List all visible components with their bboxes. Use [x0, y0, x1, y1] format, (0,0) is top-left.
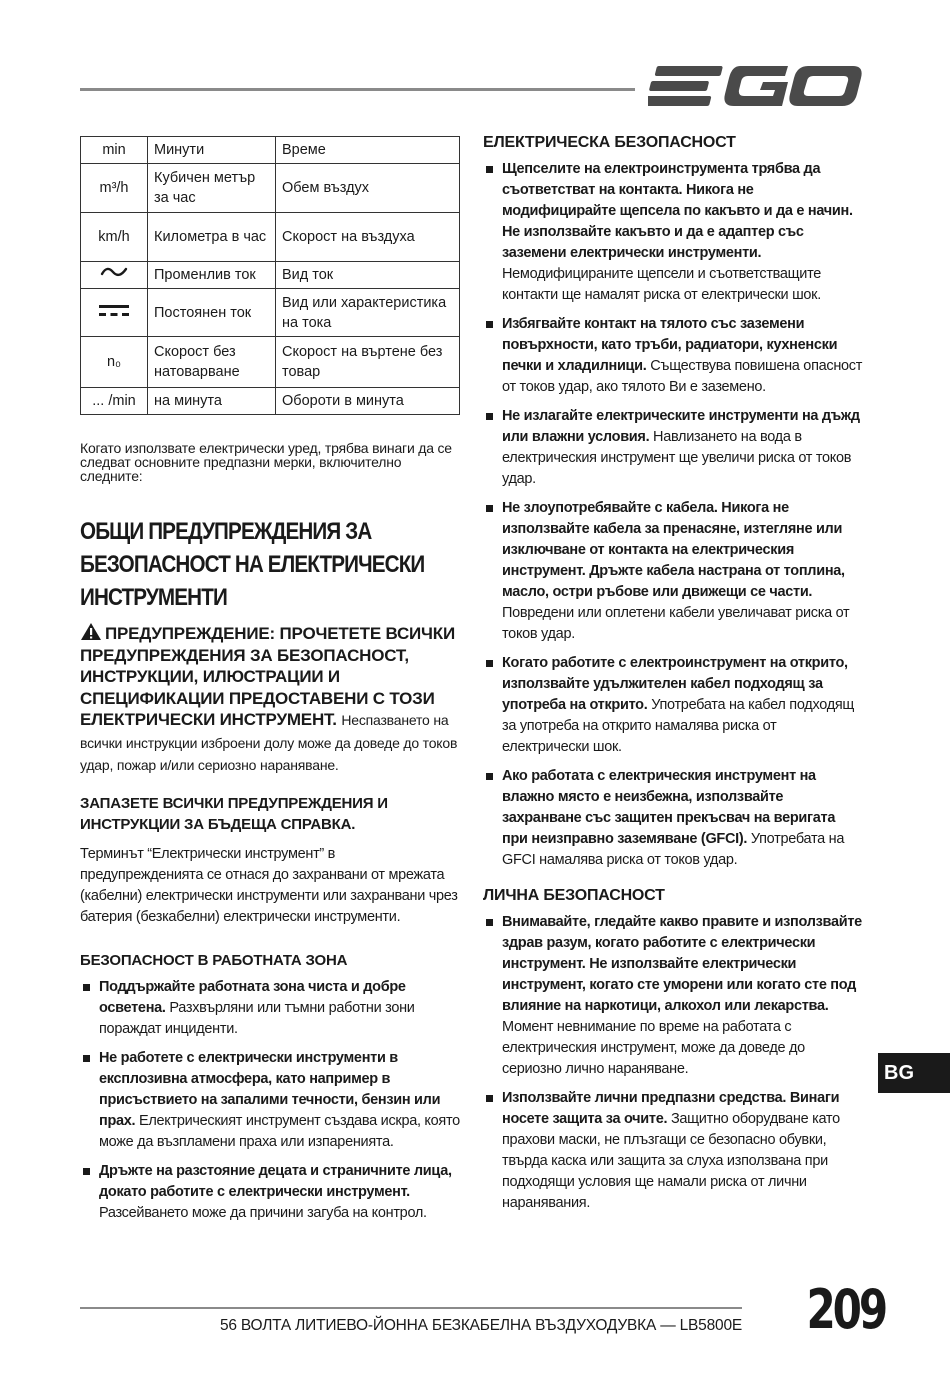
unit-symbol: m³/h [81, 164, 148, 213]
bullet-square-icon [83, 984, 90, 991]
unit-meaning: Вид или характеристика на тока [276, 289, 460, 337]
bullet-square-icon [486, 505, 493, 512]
bullet-square-icon [83, 1168, 90, 1175]
electrical-safety-list [483, 159, 863, 871]
footer-rule [80, 1307, 742, 1309]
list-item: Използвайте лични предпазни средства. Винаги носете защита за очите. Защитно оборудване като прахови маски, не плъзгащи се безопасно обувки, твърда каска или защита за слуха използвана при подходящи условия ще намали риска от лични наранявания. [483, 1088, 863, 1214]
bullet-square-icon [486, 321, 493, 328]
warning-text: Неспазването на всички инструкции изброени долу може да доведе до токов удар, пожар и/или сериозно нараняване. [80, 712, 458, 773]
intro-text: Когато използвате електрически уред, трябва винаги да се следват основните предпазни мерки, включително следните: [80, 440, 452, 484]
unit-symbol [81, 262, 148, 289]
list-item: Не злоупотребявайте с кабела. Никога не използвайте кабела за пренасяне, изтегляне или изключване от контакта на електрическия инструмент. Дръжте кабела настрана от топлина, масло, остри ръбове или движещи се части. Повредени или оплетени кабели увеличават риска от токов удар. [483, 498, 863, 645]
table-row [81, 262, 460, 289]
unit-name: на минута [148, 388, 276, 415]
list-item: Поддържайте работната зона чиста и добре осветена. Разхвърляни или тъмни работни зони пораждат инциденти. [80, 977, 460, 1040]
language-tab: BG [878, 1053, 950, 1093]
footer-title: 56 ВОЛТА ЛИТИЕВО-ЙОННА БЕЗКАБЕЛНА ВЪЗДУХОДУВКА — LB5800E [219, 1317, 742, 1334]
warning-triangle-icon [80, 622, 102, 641]
term-definition-text: Терминът “Електрически инструмент” в предупрежденията се отнася до захранвани от мрежата (кабелни) електрически инструменти или захранвани чрез батерия (безкабелни) електрически инструменти. [80, 845, 458, 925]
unit-symbol: km/h [81, 213, 148, 262]
unit-meaning: Скорост на въртене без товар [276, 337, 460, 388]
table-row [81, 164, 460, 213]
unit-name: Километра в час [148, 213, 276, 262]
ego-logo [648, 62, 863, 112]
unit-meaning: Скорост на въздуха [276, 213, 460, 262]
bullet-square-icon [486, 773, 493, 780]
alternating-current-icon [100, 265, 128, 279]
list-item: Щепселите на електроинструмента трябва да съответстват на контакта. Никога не модифицирайте щепсела по какъвто и да е начин. Не използвайте какъвто и да е адаптер със заземени електрически инструменти. Немодифицираните щепсели и съответстващите контакти ще намалят риска от електрически шок. [483, 159, 863, 306]
electrical-safety-heading: ЕЛЕКТРИЧЕСКА БЕЗОПАСНОСТ [483, 134, 736, 151]
section-title: ОБЩИ ПРЕДУПРЕЖДЕНИЯ ЗА БЕЗОПАСНОСТ НА ЕЛЕКТРИЧЕСКИ ИНСТРУМЕНТИ [80, 518, 425, 611]
table-row [81, 213, 460, 262]
list-item: Дръжте на разстояние децата и страничните лица, докато работите с електрически инструмент. Разсейването може да причини загуба на контрол. [80, 1161, 460, 1224]
units-table [80, 136, 460, 415]
unit-symbol: min [81, 137, 148, 164]
warning-bold-text: ПРЕДУПРЕЖДЕНИЕ: ПРОЧЕТЕТЕ ВСИЧКИ ПРЕДУПРЕЖДЕНИЯ ЗА БЕЗОПАСНОСТ, ИНСТРУКЦИИ, ИЛЮСТРАЦИИ И СПЕЦИФИКАЦИИ ПРЕДОСТАВЕНИ С ТОЗИ ЕЛЕКТРИЧЕСКИ ИНСТРУМЕНТ. [80, 624, 455, 729]
table-row [81, 289, 460, 337]
header-rule [80, 88, 635, 91]
unit-name: Постоянен ток [148, 289, 276, 337]
save-instructions-heading: ЗАПАЗЕТЕ ВСИЧКИ ПРЕДУПРЕЖДЕНИЯ И ИНСТРУКЦИИ ЗА БЪДЕЩА СПРАВКА. [80, 794, 388, 833]
list-item: Не излагайте електрическите инструменти на дъжд или влажни условия. Навлизането на вода в електрическия инструмент ще увеличи риска от токов удар. [483, 406, 863, 490]
table-row [81, 137, 460, 164]
work-area-heading: БЕЗОПАСНОСТ В РАБОТНАТА ЗОНА [80, 951, 348, 969]
list-item: Ако работата с електрическия инструмент на влажно място е неизбежна, използвайте захранване със защитен прекъсвач на веригата при неизправно заземяване (GFCI). Употребата на GFCI намалява риска от токов удар. [483, 766, 863, 871]
unit-name: Променлив ток [148, 262, 276, 289]
ego-logo-graphic [648, 62, 863, 112]
unit-name: Минути [148, 137, 276, 164]
list-item: Не работете с електрически инструменти в експлозивна атмосфера, като например в присъствието на запалими течности, бензин или прах. Електрическият инструмент създава искра, която може да възпламени праха или изпаренията. [80, 1048, 460, 1153]
table-row [81, 388, 460, 415]
table-row [81, 337, 460, 388]
list-item: Когато работите с електроинструмент на открито, използвайте удължителен кабел подходящ за употреба на открито. Употребата на кабел подходящ за употреба на открито намалява риска от електрически шок. [483, 653, 863, 758]
personal-safety-list [483, 912, 863, 1214]
list-item: Избягвайте контакт на тялото със заземени повърхности, като тръби, радиатори, кухненски печки и хладилници. Съществува повишена опасност от токов удар, ако тялото Ви е заземено. [483, 314, 863, 398]
list-item: Внимавайте, гледайте какво правите и използвайте здрав разум, когато работите с електрически инструмент. Не използвайте електрически инструмент, когато сте уморени или когато сте под влияние на наркотици, алкохол или лекарства. Момент невнимание по време на работата с електрическия инструмент, може да доведе до сериозно лично нараняване. [483, 912, 863, 1080]
unit-symbol: ... /min [81, 388, 148, 415]
bullet-square-icon [486, 919, 493, 926]
unit-name: Кубичен метър за час [148, 164, 276, 213]
page-number: 209 [806, 1278, 886, 1341]
bullet-square-icon [83, 1055, 90, 1062]
right-column [483, 132, 863, 1222]
bullet-square-icon [486, 166, 493, 173]
unit-meaning: Обороти в минута [276, 388, 460, 415]
unit-symbol: n₀ [81, 337, 148, 388]
bullet-square-icon [486, 1095, 493, 1102]
personal-safety-heading: ЛИЧНА БЕЗОПАСНОСТ [483, 887, 665, 904]
unit-symbol [81, 289, 148, 337]
direct-current-icon [97, 302, 131, 318]
unit-meaning: Обем въздух [276, 164, 460, 213]
left-column [80, 136, 460, 1232]
unit-meaning: Вид ток [276, 262, 460, 289]
work-area-list [80, 977, 460, 1224]
warning-block [80, 622, 460, 777]
bullet-square-icon [486, 660, 493, 667]
bullet-square-icon [486, 413, 493, 420]
unit-name: Скорост без натоварване [148, 337, 276, 388]
unit-meaning: Време [276, 137, 460, 164]
